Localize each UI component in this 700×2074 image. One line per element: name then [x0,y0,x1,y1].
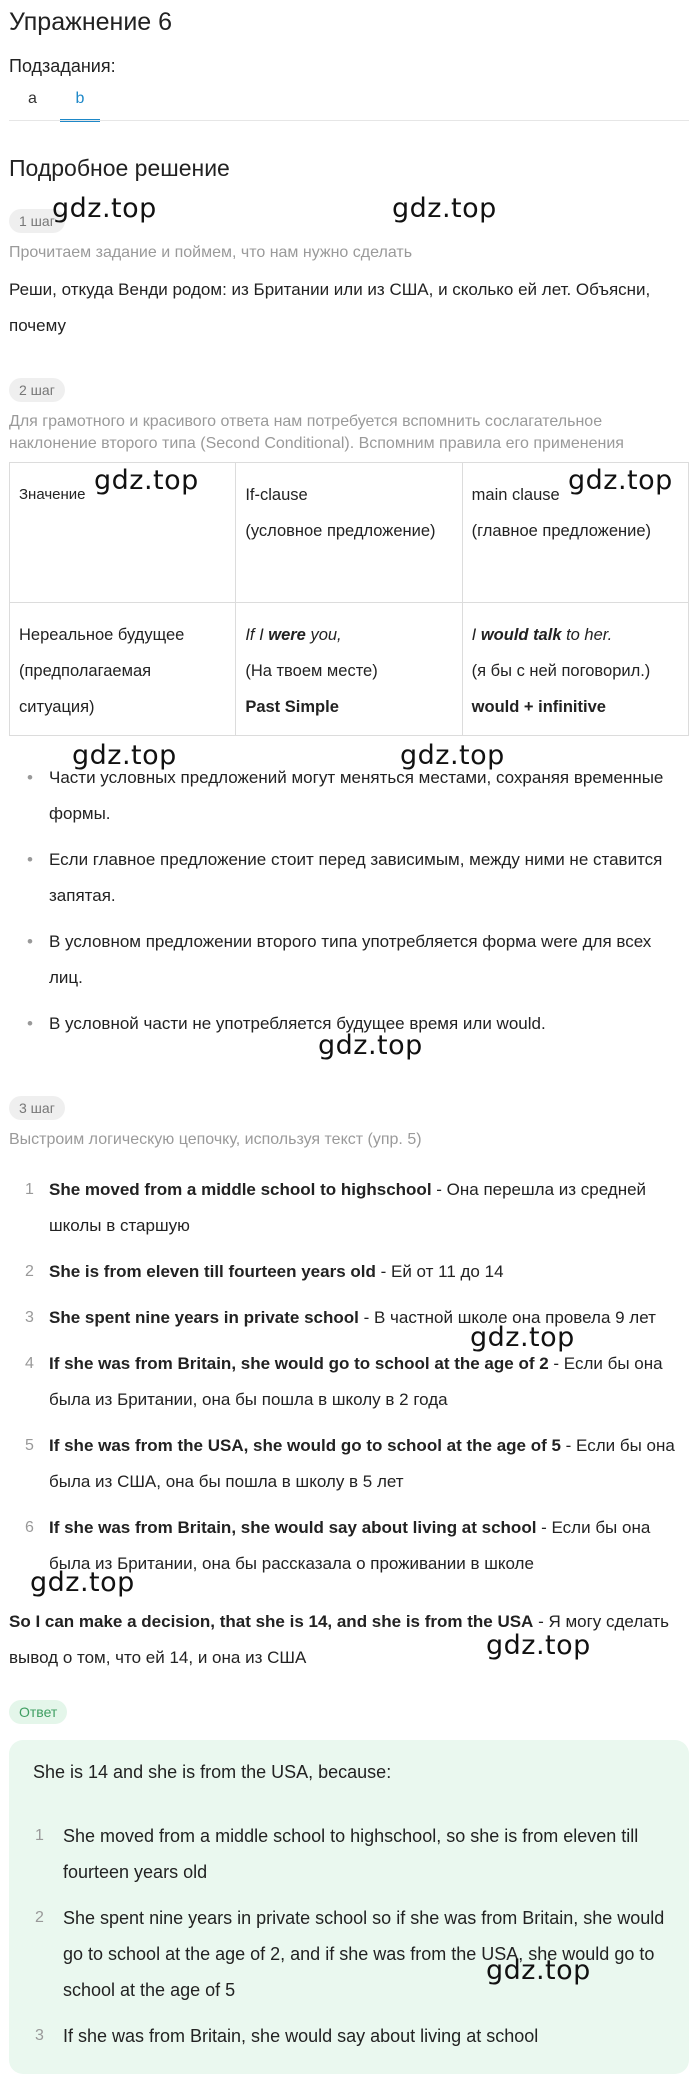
item-number: 1 [35,1827,44,1844]
watermark: gdz.top [318,1030,423,1061]
item-russian: - Ей от 11 до 14 [375,1262,504,1281]
watermark: gdz.top [30,1567,135,1598]
logic-chain-list [9,1172,689,1592]
item-russian: - Если бы она была из Британии, она бы пошла в школу в 2 года [49,1354,663,1409]
example-text: If I [245,626,269,644]
list-item [33,1818,673,1890]
list-item [9,1300,689,1336]
item-english: She is from eleven till fourteen years old [49,1262,376,1281]
tab-b[interactable]: b [60,82,100,122]
item-number: 4 [25,1355,34,1372]
watermark: gdz.top [94,465,199,496]
cell-past-simple: Past Simple [245,698,339,716]
table-cell [462,463,688,603]
item-english: If she was from Britain, she would go to school at the age of 2 [49,1354,549,1373]
step-1-text: Реши, откуда Венди родом: из Британии или из США, и сколько ей лет. Объясни, почему [9,280,651,335]
watermark: gdz.top [392,193,497,224]
answer-list [33,1818,673,2064]
table-cell [236,603,462,736]
cell-if-clause-ru: (условное предложение) [245,522,436,540]
list-item: • В условной части не употребляется будущее время или would. [9,1006,689,1042]
item-number: 3 [35,2027,44,2044]
step-1-hint: Прочитаем задание и поймем, что нам нужно сделать [9,244,413,261]
list-item [33,1900,673,2008]
answer-item-text: She spent nine years in private school so if she was from Britain, she would go to school at the age of 2, and if she was from the USA, she would go to school at the age of 5 [63,1908,665,2000]
step-3-hint: Выстроим логическую цепочку, используя текст (упр. 5) [9,1131,422,1148]
item-russian: - В частной школе она провела 9 лет [358,1308,656,1327]
list-item [9,1510,689,1582]
step-3-pill: 3 шаг [9,1096,65,1120]
item-number: 2 [25,1263,34,1280]
list-item [9,1172,689,1244]
conclusion-russian: - Я могу сделать вывод о том, что ей 14, и она из США [9,1612,669,1667]
cell-unreal-future: Нереальное будущее [19,626,185,644]
tab-a[interactable]: a [28,90,37,107]
table-row [10,463,689,603]
item-number: 1 [25,1181,34,1198]
example-verb: were [268,626,306,644]
list-item: • В условном предложении второго типа употребляется форма were для всех лиц. [9,924,689,996]
list-item: • Части условных предложений могут меняться местами, сохраняя временные формы. [9,760,689,832]
conditional-rules-table [9,462,689,736]
tabs-divider [9,120,689,121]
answer-item-text: She moved from a middle school to highschool, so she is from eleven till fourteen years old [63,1826,639,1882]
example-verb: would talk [480,626,562,644]
item-russian: - Если бы она была из США, она бы пошла в школу в 5 лет [49,1436,675,1491]
item-russian: - Если бы она была из Британии, она бы рассказала о проживании в школе [49,1518,651,1573]
item-english: If she was from Britain, she would say about living at school [49,1518,537,1537]
cell-meaning-header: Значение [19,486,86,503]
cell-main-clause-ru: (главное предложение) [471,522,651,540]
table-cell [10,463,236,603]
list-item [33,2018,673,2054]
watermark: gdz.top [52,193,157,224]
step-2-hint: Для грамотного и красивого ответа нам потребуется вспомнить сослагательное наклонение второго типа (Second Conditional). Вспомним правила его применения [9,413,624,452]
table-cell [236,463,462,603]
page-title: Упражнение 6 [9,8,173,36]
item-number: 2 [35,1909,44,1926]
example-text: you, [305,626,342,644]
solution-heading: Подробное решение [9,155,230,181]
cell-would-infinitive: would + infinitive [471,698,606,716]
item-number: 5 [25,1437,34,1454]
list-item: • Если главное предложение стоит перед зависимым, между ними не ставится запятая. [9,842,689,914]
cell-if-clause: If-clause [245,486,308,504]
step-2-pill: 2 шаг [9,378,65,402]
cell-main-example [472,617,679,653]
list-item [9,1346,689,1418]
answer-pill: Ответ [9,1700,67,1724]
table-cell [462,603,688,736]
conclusion-english: So I can make a decision, that she is 14, and she is from the USA [9,1612,534,1631]
item-english: She moved from a middle school to highschool [49,1180,432,1199]
answer-intro: She is 14 and she is from the USA, because: [33,1762,392,1782]
watermark: gdz.top [486,1955,591,1986]
item-english: If she was from the USA, she would go to school at the age of 5 [49,1436,561,1455]
subtasks-label: Подзадания: [9,56,116,76]
cell-hypothetical: (предполагаемая ситуация) [19,662,152,716]
item-number: 6 [25,1519,34,1536]
answer-box [9,1740,689,2074]
cell-main-clause: main clause [471,486,560,504]
conclusion-text [9,1604,689,1676]
cell-main-example-ru: (я бы с ней поговорил.) [471,662,651,680]
example-text: to her. [561,626,613,644]
list-item [9,1254,689,1290]
step-1-pill: 1 шаг [9,209,65,233]
watermark: gdz.top [400,740,505,771]
watermark: gdz.top [72,740,177,771]
answer-item-text: If she was from Britain, she would say about living at school [63,2026,539,2046]
rules-bullet-list [9,760,689,1052]
example-text: I [471,626,481,644]
cell-if-example-ru: (На твоем месте) [245,662,378,680]
watermark: gdz.top [568,465,673,496]
item-number: 3 [25,1309,34,1326]
list-item [9,1428,689,1500]
subtask-tabs [9,82,100,122]
watermark: gdz.top [470,1322,575,1353]
table-cell [10,603,236,736]
item-english: She spent nine years in private school [49,1308,359,1327]
cell-if-example [245,617,452,653]
item-russian: - Она перешла из средней школы в старшую [49,1180,647,1235]
table-row [10,603,689,736]
watermark: gdz.top [486,1630,591,1661]
